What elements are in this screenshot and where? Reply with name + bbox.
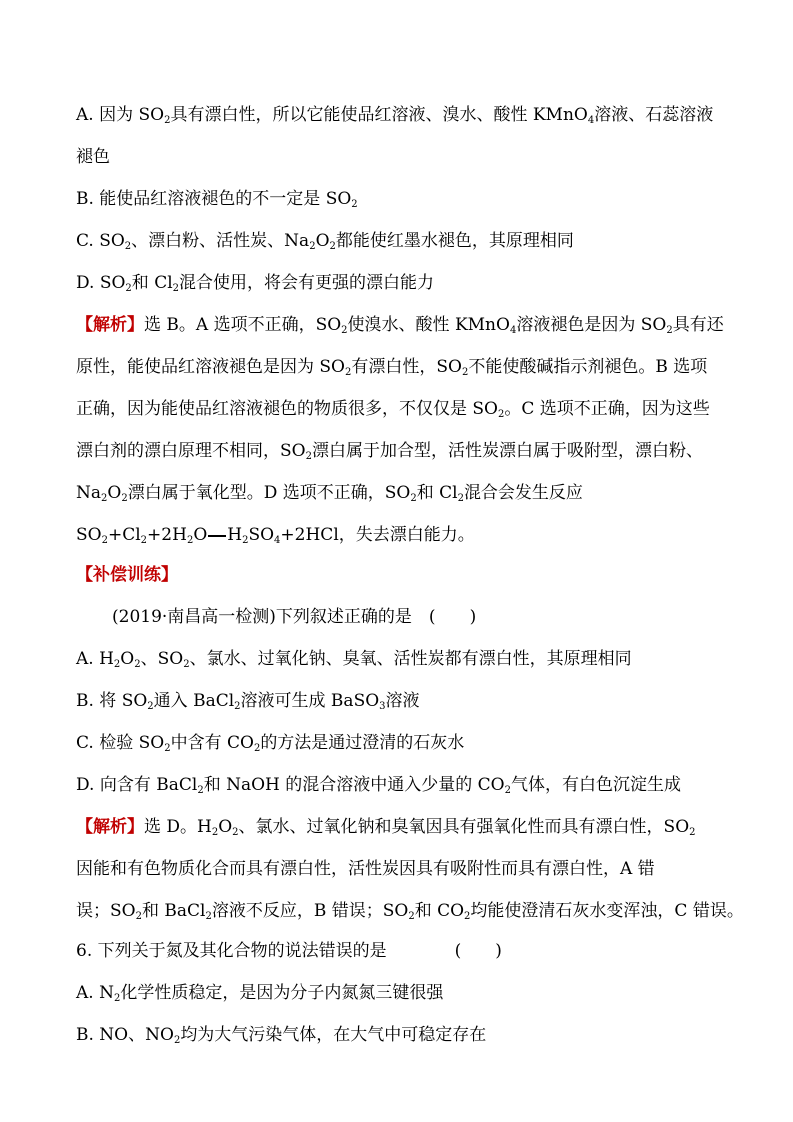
q6-option-a: A. $N_2$化学性质稳定，是因为分子内氮氮三键很强 — [76, 983, 444, 1004]
q6-option-b: B. NO、$NO_2$均为大气污染气体，在大气中可稳定存在 — [76, 1025, 487, 1046]
analysis-2-line2: 因能和有色物质化合而具有漂白性，活性炭因具有吸附性而具有漂白性，A 错 — [76, 859, 655, 879]
comp-option-a: A. $H_2O_2$、$SO_2$、氯水、过氧化钠、臭氧、活性炭都有漂白性，其原理相同 — [76, 649, 632, 670]
option-b: B. 能使品红溶液褪色的不一定是 $SO_2$ — [76, 189, 358, 210]
compensation-question: (2019·南昌高一检测)下列叙述正确的是 ( ) — [112, 607, 477, 627]
analysis-1-line3: 正确，因为能使品红溶液褪色的物质很多，不仅仅是 $SO_2$。C 选项不正确，因为这些 — [76, 399, 710, 420]
option-c: C. $SO_2$、漂白粉、活性炭、$Na_2O_2$都能使红墨水褪色，其原理相同 — [76, 231, 574, 252]
comp-option-c: C. 检验 $SO_2$中含有 $CO_2$的方法是通过澄清的石灰水 — [76, 733, 465, 754]
analysis-1-line5: $Na_2O_2$漂白属于氧化型。D 选项不正确，$SO_2$和 $Cl_2$混合会发生反应 — [76, 483, 583, 504]
comp-option-b: B. 将 $SO_2$通入 BaCl$_2$溶液可生成 BaSO$_3$溶液 — [76, 691, 420, 712]
compensation-tag: 【补偿训练】 — [76, 565, 178, 585]
option-a-line2: 褪色 — [76, 147, 110, 167]
analysis-1-line2: 原性，能使品红溶液褪色是因为 $SO_2$有漂白性，$SO_2$不能使酸碱指示剂褪色。B 选项 — [76, 357, 708, 378]
equals-arrow — [208, 535, 226, 537]
analysis-tag: 【解析】 — [76, 315, 144, 335]
question-6-stem: 6. 下列关于氮及其化合物的说法错误的是 ( ) — [76, 941, 502, 961]
analysis-2-line3: 误；$SO_2$和 BaCl$_2$溶液不反应，B 错误；$SO_2$和 $CO_2$均能使澄清石灰水变浑浊，C 错误。 — [76, 901, 744, 922]
reaction-equation: $SO_2+Cl_2+2H_2O$ $H_2SO_4+2HCl$，失去漂白能力。 — [76, 525, 475, 546]
analysis-1-line4: 漂白剂的漂白原理不相同，$SO_2$漂白属于加合型，活性炭漂白属于吸附型，漂白粉、 — [76, 441, 703, 462]
analysis-2-line1: 【解析】选 D。$H_2O_2$、氯水、过氧化钠和臭氧因具有强氧化性而具有漂白性，$SO_2$ — [76, 817, 696, 838]
option-a-line1: A. 因为 $SO_2$具有漂白性，所以它能使品红溶液、溴水、酸性 KMnO$_4$溶液、石蕊溶液 — [76, 105, 714, 126]
comp-option-d: D. 向含有 BaCl$_2$和 NaOH 的混合溶液中通入少量的 $CO_2$气体，有白色沉淀生成 — [76, 775, 681, 796]
option-d: D. $SO_2$和 $Cl_2$混合使用，将会有更强的漂白能力 — [76, 273, 435, 294]
analysis-1-line1: 【解析】选 B。A 选项不正确，$SO_2$使溴水、酸性 KMnO$_4$溶液褪色是因为 $SO_2$具有还 — [76, 315, 724, 336]
